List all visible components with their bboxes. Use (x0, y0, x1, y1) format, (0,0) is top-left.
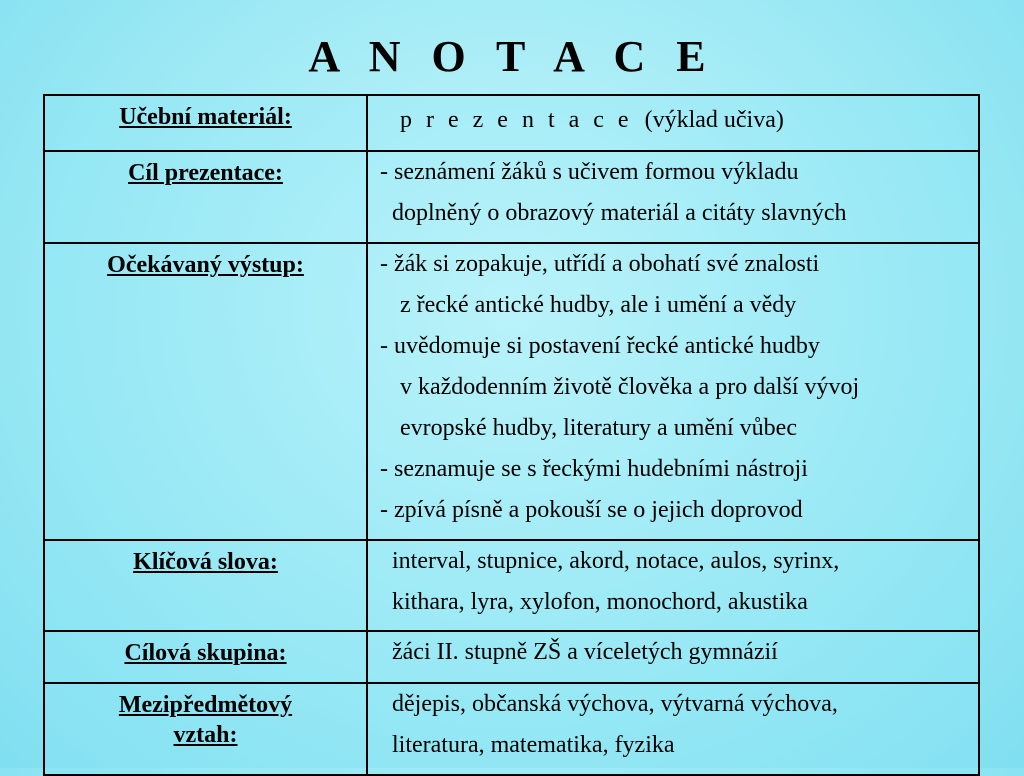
row-label: Klíčová slova: (44, 540, 367, 631)
row-value (367, 151, 979, 243)
row-label-line: vztah: (173, 722, 238, 748)
table-row-keywords (44, 540, 979, 631)
row-label-line: Mezipředmětový (118, 692, 293, 718)
value-line: - žák si zopakuje, utřídí a obohatí své znalosti (380, 251, 820, 277)
row-label: Učební materiál: (44, 95, 367, 151)
value-line: - uvědomuje si postavení řecké antické hudby (380, 333, 820, 359)
value-line-part: p r e z e n t a c e (400, 107, 633, 133)
row-label (44, 683, 367, 775)
value-line: interval, stupnice, akord, notace, aulos, syrinx, (392, 548, 840, 574)
table-row-expected-output (44, 243, 979, 540)
slide-title: A N O T A C E (308, 32, 716, 81)
row-value (367, 683, 979, 775)
value-line: - seznamuje se s řeckými hudebními nástroji (380, 456, 808, 482)
row-label: Cíl prezentace: (44, 151, 367, 243)
table-row-material (44, 95, 979, 151)
annotation-table (43, 94, 980, 776)
value-line: - seznámení žáků s učivem formou výkladu (380, 159, 799, 185)
row-value (367, 95, 979, 151)
value-line-part: (výklad učiva) (644, 107, 784, 133)
value-line: z řecké antické hudby, ale i umění a vědy (400, 292, 797, 318)
row-value (367, 631, 979, 683)
row-value (367, 243, 979, 540)
value-line (380, 100, 978, 141)
value-line: kithara, lyra, xylofon, monochord, akustika (392, 589, 808, 615)
value-line: doplněný o obrazový materiál a citáty slavných (392, 200, 847, 226)
table-row-goal (44, 151, 979, 243)
value-line: dějepis, občanská výchova, výtvarná výchova, (392, 691, 838, 717)
value-line: literatura, matematika, fyzika (392, 732, 675, 758)
row-value (367, 540, 979, 631)
table-row-cross-curricular (44, 683, 979, 775)
value-line: - zpívá písně a pokouší se o jejich doprovod (380, 497, 803, 523)
row-label: Cílová skupina: (44, 631, 367, 683)
row-label: Očekávaný výstup: (44, 243, 367, 540)
table-row-target-group (44, 631, 979, 683)
value-line: evropské hudby, literatury a umění vůbec (400, 415, 797, 441)
value-line: žáci II. stupně ZŠ a víceletých gymnázií (392, 639, 778, 665)
value-line: v každodenním životě člověka a pro další vývoj (400, 374, 860, 400)
